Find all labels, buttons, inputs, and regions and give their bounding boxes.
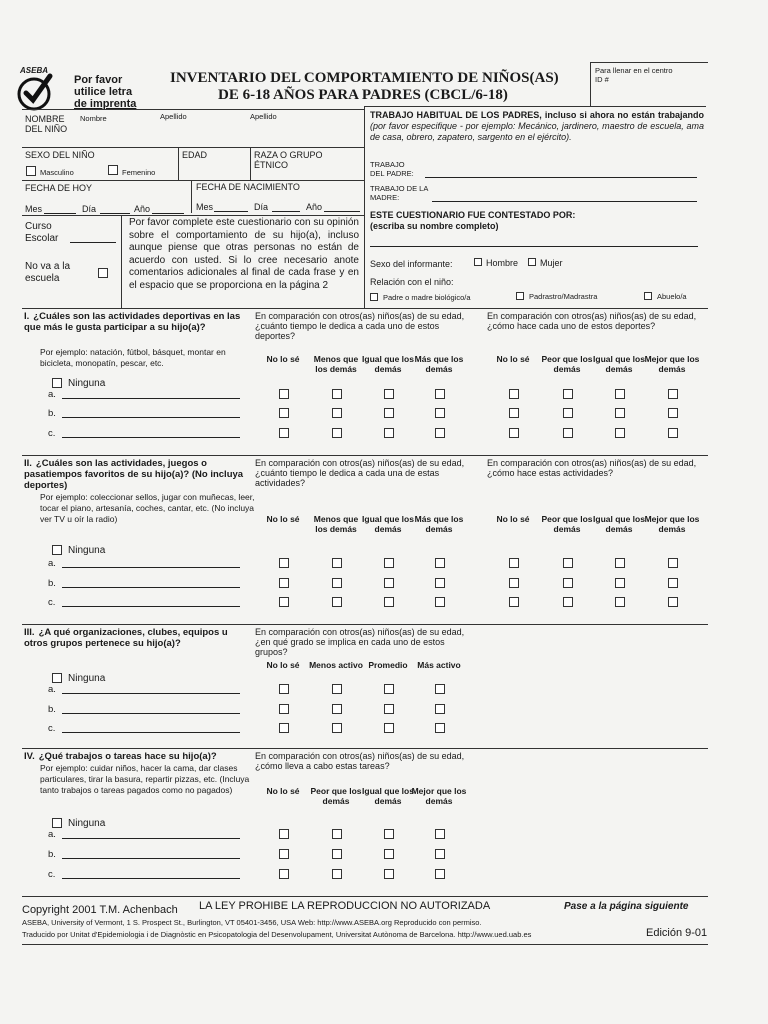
- rating-checkbox[interactable]: [435, 428, 445, 438]
- surname1-label: Apellido: [160, 112, 187, 121]
- today-year-label: Año: [134, 204, 151, 214]
- comparison-question-1: En comparación con otros(as) niños(as) de su edad, ¿cuánto tiempo le dedica a cada una de estas actividades?: [255, 458, 465, 488]
- rating-checkbox[interactable]: [332, 829, 342, 839]
- parents-job-text: [370, 110, 704, 143]
- print-instruction-line: Por favor: [74, 74, 123, 86]
- relation-grandparent-checkbox[interactable]: [644, 292, 652, 300]
- rating-checkbox[interactable]: [279, 829, 289, 839]
- parents-job-title: TRABAJO HABITUAL DE LOS PADRES,: [370, 110, 542, 120]
- male-informant-checkbox[interactable]: [474, 258, 482, 266]
- rating-checkbox[interactable]: [563, 578, 573, 588]
- none-checkbox[interactable]: [52, 545, 62, 555]
- answered-by-label: ESTE CUESTIONARIO FUE CONTESTADO POR:: [370, 210, 576, 220]
- rating-checkbox[interactable]: [615, 408, 625, 418]
- rating-column-header: Menos que los demás: [313, 514, 359, 534]
- rating-checkbox[interactable]: [435, 408, 445, 418]
- rating-checkbox[interactable]: [332, 849, 342, 859]
- rating-checkbox[interactable]: [384, 723, 394, 733]
- section-question: [24, 627, 246, 649]
- item-letter: c.: [48, 869, 56, 880]
- relation-grandparent-label: Abuelo/a: [657, 292, 687, 301]
- rating-checkbox[interactable]: [279, 869, 289, 879]
- rating-checkbox[interactable]: [615, 558, 625, 568]
- answered-by-note: (escriba su nombre completo): [370, 221, 499, 231]
- none-label: Ninguna: [68, 378, 106, 389]
- male-checkbox[interactable]: [26, 166, 36, 176]
- next-page-text: Pase a la página siguiente: [564, 901, 689, 912]
- rating-column-header: Menos que los demás: [313, 354, 359, 374]
- rating-checkbox[interactable]: [563, 558, 573, 568]
- today-month-label: Mes: [25, 204, 43, 214]
- male-informant-label: Hombre: [486, 258, 519, 268]
- item-answer-line[interactable]: [62, 693, 240, 694]
- birth-date-label: FECHA DE NACIMIENTO: [196, 182, 300, 192]
- rating-checkbox[interactable]: [384, 578, 394, 588]
- item-answer-line[interactable]: [62, 567, 240, 568]
- rating-checkbox[interactable]: [435, 869, 445, 879]
- female-informant-checkbox[interactable]: [528, 258, 536, 266]
- rating-column-header: Más que los demás: [414, 354, 464, 374]
- child-name-label: NOMBRE DEL NIÑO: [25, 114, 68, 134]
- school-grade-label: Curso Escolar: [25, 221, 59, 244]
- rating-checkbox[interactable]: [384, 389, 394, 399]
- section-question: [24, 751, 246, 762]
- item-answer-line[interactable]: [62, 713, 240, 714]
- rating-checkbox[interactable]: [384, 829, 394, 839]
- rating-checkbox[interactable]: [509, 428, 519, 438]
- none-label: Ninguna: [68, 545, 106, 556]
- copyright-text: Copyright 2001 T.M. Achenbach: [22, 904, 178, 916]
- rating-checkbox[interactable]: [435, 578, 445, 588]
- rating-checkbox[interactable]: [384, 597, 394, 607]
- rating-checkbox[interactable]: [279, 684, 289, 694]
- section-example: Por ejemplo: cuidar niños, hacer la cama, dar clases particulares, tirar la basura, repartir pizzas, etc. (Incluya tanto trabajos o tareas pagados como no pagados): [40, 763, 250, 795]
- center-use-label: Para llenar en el centro: [595, 66, 673, 75]
- rating-column-header: Peor que los demás: [541, 354, 593, 374]
- section-divider: [22, 455, 708, 456]
- item-answer-line[interactable]: [62, 437, 240, 438]
- edition-text: Edición 9-01: [646, 927, 708, 939]
- race-label: RAZA O GRUPO ÉTNICO: [254, 150, 323, 170]
- section-question-text: ¿Cuáles son las actividades, juegos o pasatiempos favoritos de su hijo(a)? (No incluya deportes): [24, 458, 244, 491]
- father-job-label: TRABAJO DEL PADRE:: [370, 160, 414, 178]
- item-letter: a.: [48, 829, 56, 840]
- relation-biological-checkbox[interactable]: [370, 293, 378, 301]
- today-day-label: Día: [82, 204, 97, 214]
- rating-checkbox[interactable]: [668, 558, 678, 568]
- rating-checkbox[interactable]: [563, 389, 573, 399]
- rating-checkbox[interactable]: [279, 704, 289, 714]
- section-divider: [22, 748, 708, 749]
- rating-checkbox[interactable]: [332, 578, 342, 588]
- rating-column-header: Más que los demás: [414, 514, 464, 534]
- female-checkbox[interactable]: [108, 165, 118, 175]
- rating-checkbox[interactable]: [332, 684, 342, 694]
- rating-checkbox[interactable]: [279, 408, 289, 418]
- section-question-text: ¿Qué trabajos o tareas hace su hijo(a)?: [38, 751, 217, 762]
- rating-checkbox[interactable]: [332, 389, 342, 399]
- rating-checkbox[interactable]: [332, 558, 342, 568]
- rating-checkbox[interactable]: [563, 597, 573, 607]
- item-letter: a.: [48, 684, 56, 695]
- rating-column-header: Mejor que los demás: [644, 354, 700, 374]
- birth-day-label: Día: [254, 202, 269, 212]
- comparison-question-1: En comparación con otros(as) niños(as) de su edad, ¿cómo lleva a cabo estas tareas?: [255, 751, 465, 771]
- item-answer-line[interactable]: [62, 606, 240, 607]
- comparison-question-1: En comparación con otros(as) niños(as) de su edad, ¿cuánto tiempo le dedica a cada uno de estos deportes?: [255, 311, 465, 341]
- birth-year-label: Año: [306, 202, 323, 212]
- section-question: [24, 311, 246, 333]
- none-checkbox[interactable]: [52, 673, 62, 683]
- form-title: [170, 70, 590, 104]
- comparison-question-2: En comparación con otros(as) niños(as) de su edad, ¿cómo hace cada uno de estos deportes?: [487, 311, 697, 331]
- center-use-box: [590, 62, 708, 106]
- birth-month-label: Mes: [196, 202, 214, 212]
- rating-checkbox[interactable]: [509, 389, 519, 399]
- rating-column-header: Igual que los demás: [593, 514, 645, 534]
- item-letter: a.: [48, 558, 56, 569]
- section-number: I.: [24, 311, 30, 322]
- rating-checkbox[interactable]: [509, 558, 519, 568]
- item-letter: c.: [48, 428, 56, 439]
- none-label: Ninguna: [68, 673, 106, 684]
- rating-column-header: No lo sé: [496, 354, 530, 364]
- rating-checkbox[interactable]: [384, 704, 394, 714]
- today-date-label: FECHA DE HOY: [25, 183, 93, 193]
- rating-column-header: Menos activo: [309, 660, 363, 670]
- rating-checkbox[interactable]: [509, 597, 519, 607]
- section-question: [24, 458, 246, 491]
- item-answer-line[interactable]: [62, 878, 240, 879]
- address-text: ASEBA, University of Vermont, 1 S. Prospect St., Burlington, VT 05401-3456, USA Web: http://www.ASEBA.org Reproducido con permiso.: [22, 918, 482, 927]
- rating-checkbox[interactable]: [384, 684, 394, 694]
- male-label: Masculino: [40, 168, 74, 177]
- logo-text: ASEBA: [20, 66, 49, 75]
- item-letter: a.: [48, 389, 56, 400]
- print-instruction: [74, 74, 136, 110]
- rating-checkbox[interactable]: [435, 684, 445, 694]
- rating-checkbox[interactable]: [384, 869, 394, 879]
- section-example: Por ejemplo: coleccionar sellos, jugar con muñecas, leer, tocar el piano, artesanía, coches, cantar, etc. (No incluya ver TV u oír la radio): [40, 492, 255, 524]
- rating-checkbox[interactable]: [279, 849, 289, 859]
- rating-checkbox[interactable]: [332, 597, 342, 607]
- rating-checkbox[interactable]: [615, 389, 625, 399]
- first-name-label: Nombre: [80, 114, 107, 123]
- comparison-question-2: En comparación con otros(as) niños(as) de su edad, ¿cómo hace estas actividades?: [487, 458, 697, 478]
- section-number: IV.: [24, 751, 35, 762]
- law-text: LA LEY PROHIBE LA REPRODUCCION NO AUTORIZADA: [199, 900, 491, 912]
- rating-checkbox[interactable]: [279, 558, 289, 568]
- parents-job-title-rest: incluso si ahora no están trabajando: [541, 110, 704, 120]
- child-sex-label: SEXO DEL NIÑO: [25, 150, 95, 160]
- rating-column-header: No lo sé: [266, 786, 300, 796]
- center-id-label: ID #: [595, 75, 609, 84]
- rating-column-header: Igual que los demás: [362, 786, 414, 806]
- rating-column-header: No lo sé: [266, 354, 300, 364]
- rating-column-header: Promedio: [368, 660, 408, 670]
- relation-step-checkbox[interactable]: [516, 292, 524, 300]
- rating-checkbox[interactable]: [279, 578, 289, 588]
- female-informant-label: Mujer: [540, 258, 563, 268]
- rating-checkbox[interactable]: [279, 389, 289, 399]
- rating-column-header: Peor que los demás: [541, 514, 593, 534]
- translation-text: Traducido por Unitat d'Epidemiologia i de Diagnòstic en Psicopatologia del Desenvolupament, Universitat Autònoma de Barcelona. http://www.ued.uab.es: [22, 930, 532, 939]
- item-letter: b.: [48, 408, 56, 419]
- rating-column-header: Mejor que los demás: [644, 514, 700, 534]
- section-number: II.: [24, 458, 32, 469]
- section-number: III.: [24, 627, 35, 638]
- no-school-label: No va a la escuela: [25, 261, 71, 284]
- instructions-text: Por favor complete este cuestionario con su opinión sobre el comportamiento de su hijo(a), incluso aunque piense que otras personas no están de acuerdo con usted. Si lo cree necesario anote comentarios adicionales al final de cada frase y en el espacio que se proporciona en la página 2: [129, 217, 359, 291]
- rating-column-header: Igual que los demás: [362, 354, 414, 374]
- form-title-line1: INVENTARIO DEL COMPORTAMIENTO DE NIÑOS(AS): [170, 70, 559, 86]
- rating-checkbox[interactable]: [615, 578, 625, 588]
- item-answer-line[interactable]: [62, 417, 240, 418]
- rating-checkbox[interactable]: [435, 849, 445, 859]
- rating-checkbox[interactable]: [668, 408, 678, 418]
- rating-checkbox[interactable]: [668, 389, 678, 399]
- female-label: Femenino: [122, 168, 156, 177]
- item-answer-line[interactable]: [62, 398, 240, 399]
- rating-checkbox[interactable]: [509, 578, 519, 588]
- rating-checkbox[interactable]: [435, 558, 445, 568]
- rating-checkbox[interactable]: [435, 723, 445, 733]
- age-label: EDAD: [182, 150, 208, 160]
- rating-column-header: No lo sé: [266, 514, 300, 524]
- print-instruction-line: utilice letra: [74, 86, 133, 98]
- rating-checkbox[interactable]: [332, 869, 342, 879]
- item-letter: b.: [48, 578, 56, 589]
- rating-checkbox[interactable]: [279, 723, 289, 733]
- rating-checkbox[interactable]: [332, 723, 342, 733]
- rating-checkbox[interactable]: [279, 428, 289, 438]
- rating-checkbox[interactable]: [509, 408, 519, 418]
- rating-checkbox[interactable]: [563, 428, 573, 438]
- section-divider: [22, 624, 708, 625]
- item-letter: c.: [48, 597, 56, 608]
- item-answer-line[interactable]: [62, 858, 240, 859]
- rating-checkbox[interactable]: [332, 428, 342, 438]
- relation-biological-label: Padre o madre biológico/a: [383, 293, 471, 302]
- print-instruction-line: de imprenta: [74, 98, 137, 110]
- none-checkbox[interactable]: [52, 818, 62, 828]
- section-example: Por ejemplo: natación, fútbol, básquet, montar en bicicleta, monopatín, pescar, etc.: [40, 347, 226, 368]
- informant-sex-label: Sexo del informante:: [370, 259, 453, 269]
- no-school-checkbox[interactable]: [98, 268, 108, 278]
- rating-column-header: Mejor que los demás: [411, 786, 467, 806]
- parents-job-example: (por favor especifique - por ejemplo: Mecánico, jardinero, maestro de escuela, ama de casa, obrero, zapatero, sargento en el ejército).: [370, 121, 704, 142]
- section-question-text: ¿A qué organizaciones, clubes, equipos u otros grupos pertenece su hijo(a)?: [24, 627, 228, 649]
- relation-label: Relación con el niño:: [370, 277, 454, 287]
- rating-checkbox[interactable]: [615, 428, 625, 438]
- item-answer-line[interactable]: [62, 587, 240, 588]
- section-question-text: ¿Cuáles son las actividades deportivas en las que más le gusta participar a su hijo(a)?: [24, 311, 241, 333]
- rating-checkbox[interactable]: [615, 597, 625, 607]
- rating-checkbox[interactable]: [435, 597, 445, 607]
- rating-column-header: Peor que los demás: [310, 786, 362, 806]
- item-letter: b.: [48, 849, 56, 860]
- rating-checkbox[interactable]: [384, 849, 394, 859]
- none-checkbox[interactable]: [52, 378, 62, 388]
- rating-checkbox[interactable]: [435, 389, 445, 399]
- rating-checkbox[interactable]: [332, 408, 342, 418]
- rating-checkbox[interactable]: [332, 704, 342, 714]
- item-letter: c.: [48, 723, 56, 734]
- rating-checkbox[interactable]: [435, 829, 445, 839]
- rating-checkbox[interactable]: [384, 408, 394, 418]
- rating-checkbox[interactable]: [384, 558, 394, 568]
- mother-job-label: TRABAJO DE LA MADRE:: [370, 184, 428, 202]
- rating-checkbox[interactable]: [563, 408, 573, 418]
- none-label: Ninguna: [68, 818, 106, 829]
- rating-column-header: Igual que los demás: [362, 514, 414, 534]
- rating-checkbox[interactable]: [668, 428, 678, 438]
- item-answer-line[interactable]: [62, 838, 240, 839]
- rating-column-header: No lo sé: [496, 514, 530, 524]
- rating-column-header: Más activo: [417, 660, 461, 670]
- item-letter: b.: [48, 704, 56, 715]
- rating-checkbox[interactable]: [384, 428, 394, 438]
- surname2-label: Apellido: [250, 112, 277, 121]
- relation-step-label: Padrastro/Madrastra: [529, 292, 598, 301]
- rating-checkbox[interactable]: [279, 597, 289, 607]
- rating-checkbox[interactable]: [668, 597, 678, 607]
- comparison-question-1: En comparación con otros(as) niños(as) de su edad, ¿en qué grado se implica en cada uno de estos grupos?: [255, 627, 465, 657]
- rating-checkbox[interactable]: [668, 578, 678, 588]
- rating-column-header: No lo sé: [266, 660, 300, 670]
- form-title-line2: DE 6-18 AÑOS PARA PADRES (CBCL/6-18): [218, 87, 508, 103]
- rating-column-header: Igual que los demás: [593, 354, 645, 374]
- aseba-logo: [14, 68, 58, 112]
- rating-checkbox[interactable]: [435, 704, 445, 714]
- item-answer-line[interactable]: [62, 732, 240, 733]
